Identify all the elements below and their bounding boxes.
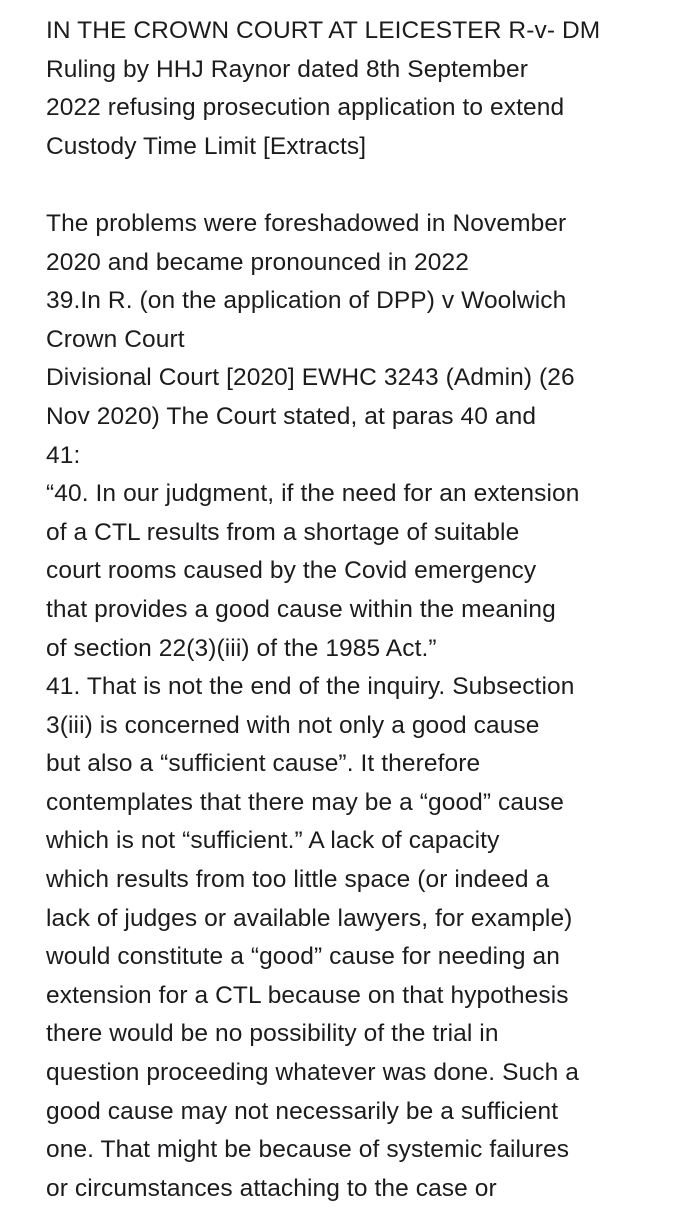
text-line: but also a “sufficient cause”. It therefore (46, 750, 481, 778)
text-line: which results from too little space (or indeed a (46, 866, 550, 894)
document-text (46, 205, 676, 1208)
text-line: 3(iii) is concerned with not only a good cause (46, 711, 540, 739)
text-line: there would be no possibility of the trial in (46, 1020, 499, 1048)
text-line: 39.In R. (on the application of DPP) v Woolwich (46, 287, 567, 315)
text-line: lack of judges or available lawyers, for example) (46, 904, 573, 932)
heading-line: Ruling by HHJ Raynor dated 8th September (46, 55, 529, 83)
text-line: that provides a good cause within the meaning (46, 595, 556, 623)
text-line: The problems were foreshadowed in November (46, 209, 567, 237)
text-line: of a CTL results from a shortage of suitable (46, 518, 520, 546)
text-line: court rooms caused by the Covid emergency (46, 557, 537, 585)
text-line: would constitute a “good” cause for needing an (46, 943, 560, 971)
text-line: Crown Court (46, 325, 185, 353)
paragraph-gap (46, 166, 676, 205)
text-line: one. That might be because of systemic failures (46, 1136, 570, 1164)
text-line: 41. That is not the end of the inquiry. Subsection (46, 673, 575, 701)
text-line: Nov 2020) The Court stated, at paras 40 and (46, 402, 537, 430)
text-line: or circumstances attaching to the case or (46, 1174, 497, 1202)
text-line: “40. In our judgment, if the need for an extension (46, 480, 580, 508)
text-line: Divisional Court [2020] EWHC 3243 (Admin) (26 (46, 364, 575, 392)
text-line: contemplates that there may be a “good” cause (46, 788, 564, 816)
heading-line: 2022 refusing prosecution application to extend (46, 94, 565, 122)
text-line: extension for a CTL because on that hypothesis (46, 981, 569, 1009)
text-line: which is not “sufficient.” A lack of capacity (46, 827, 500, 855)
document-heading (46, 12, 676, 166)
heading-line: Custody Time Limit [Extracts] (46, 132, 367, 160)
heading-line: IN THE CROWN COURT AT LEICESTER R-v- DM (46, 17, 601, 44)
text-line: question proceeding whatever was done. Such a (46, 1059, 579, 1087)
text-line: 2020 and became pronounced in 2022 (46, 248, 469, 276)
text-line: 41: (46, 441, 81, 469)
text-line: of section 22(3)(iii) of the 1985 Act.” (46, 634, 437, 662)
text-line: good cause may not necessarily be a sufficient (46, 1097, 559, 1125)
document-body (46, 12, 676, 1208)
